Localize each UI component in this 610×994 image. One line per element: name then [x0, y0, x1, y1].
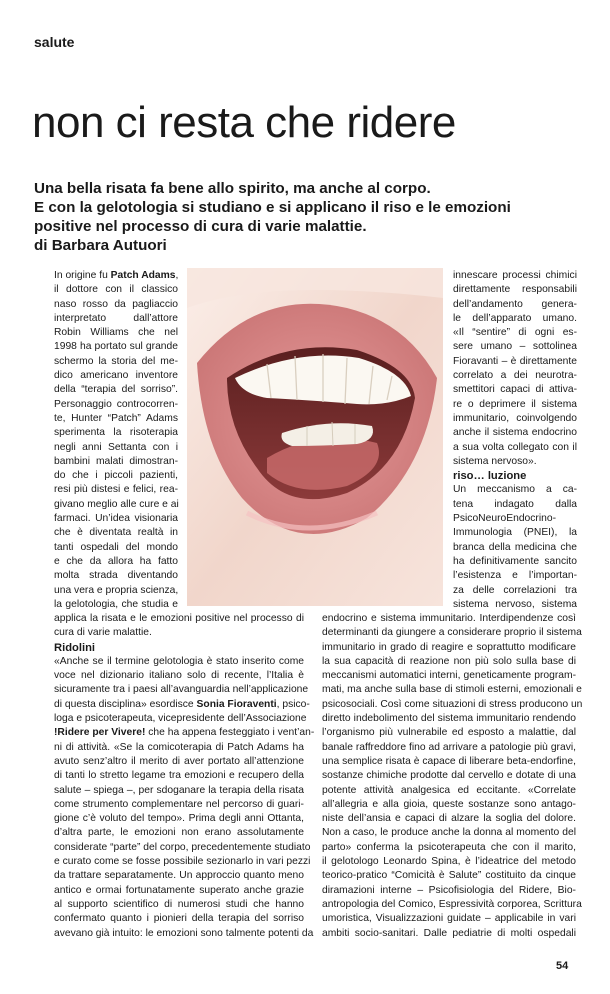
text-line: immunitario, coinvolgendo [453, 412, 577, 424]
text-line: sistema nervoso, sistema [453, 598, 577, 610]
text-line: considerate “parte” del corpo, precedentemente studiato [54, 841, 311, 853]
text-line: diramazioni interne – Psicofisiologia del Ridere, Bio- [322, 884, 576, 896]
text-line: correlato a dei neurotra- [453, 370, 577, 382]
text-line: Immunologia (PNEI), la [453, 527, 577, 539]
text-line: loga e psicoterapeuta, vicepresidente dell’Associazione [54, 713, 307, 725]
text-line: cura di varie malattie. [54, 627, 152, 639]
text-line: Robin Williams che nel [54, 327, 178, 339]
text-line: e curato come se fosse possibile sezionarlo in vari pezzi [54, 856, 311, 868]
text-line: una semplice risata è capace di liberare beta-endorfine, [322, 755, 576, 767]
text-line: parto» conferma la psicoterapeuta che con il marito, [322, 841, 576, 853]
text-line: In origine fu Patch Adams, [54, 270, 179, 281]
intro-line: E con la gelotologia si studiano e si applicano il riso e le emozioni [34, 199, 511, 216]
text-line: confermato quanto i pionieri della terapia del sorriso [54, 913, 304, 925]
text-line: teorico-pratico “Comicità è Salute” costituito da cinque [322, 870, 576, 882]
association-name: !Ridere per Vivere! [54, 727, 146, 739]
text-line: dico americano inventore [54, 370, 178, 382]
left-column-lower [54, 612, 315, 941]
text-line: salute – spiega –, per sdoganare la terapia della risata [54, 784, 304, 796]
text-line: re o deprimere il sistema [453, 398, 577, 410]
name-sonia-fioraventi: Sonia Fioraventi [196, 698, 277, 710]
text-line: dell’andamento genera- [453, 298, 577, 310]
text-line: all’allegria e alla gioia, queste sostanze sono antago- [322, 798, 576, 810]
text-line: a sua volta collegato con il [453, 441, 577, 453]
text-line: niste dell’ansia e capaci di alzare la soglia del dolore. [322, 813, 576, 825]
text-line: resi più distesi e felici, rea- [54, 484, 178, 496]
text-line: banale raffreddore fino ad arrivare a patologie più gravi, [322, 741, 576, 753]
text-line: voce nel dizionario italiano solo di recente, l’Italia è [54, 670, 304, 682]
intro-line: Una bella risata fa bene allo spirito, ma anche al corpo. [34, 180, 431, 197]
name-patch-adams: Patch Adams [110, 270, 176, 281]
text-line: d’altra parte, le emozioni non erano assolutamente [54, 827, 304, 839]
left-column [54, 269, 178, 612]
text-line: ha definitivamente sancito [453, 555, 577, 567]
text-line: 1998 ha portato sul grande [54, 341, 178, 353]
text-line: ni di attività. «Se la comicoterapia di Patch Adams ha [54, 741, 304, 753]
text-line: interpretato dall’attore [54, 312, 178, 324]
text-line: schermo la storia del me- [54, 355, 178, 367]
intro-line: positive nel processo di cura di varie malattie. [34, 218, 367, 235]
text-line: avevano già intuito: le emozioni sono talmente potenti da [54, 927, 314, 939]
text-line: Non a caso, le produce anche la donna al momento del [322, 827, 576, 839]
text-line: !Ridere per Vivere! che ha appena festeggiato i vent’an- [54, 727, 315, 739]
text-line: determinanti da giungere a considerare proprio il sistema [322, 627, 582, 639]
text-line: farmaci. Un’idea visionaria [54, 513, 178, 525]
text-line: Personaggio controcorren- [54, 398, 178, 410]
text-line: «Anche se il termine gelotologia è stato inserito come [54, 655, 304, 667]
text-line: al supporto scientifico di numerosi studi che hanno [54, 898, 304, 910]
text-line: psicosociali. Così come situazioni di stress producono un [322, 698, 583, 710]
subheading-riso-luzione: riso… luzione [453, 470, 527, 483]
text-line: l’esistenza e l’importan- [453, 570, 577, 582]
text-line: «Il “sentire” di ogni es- [453, 327, 577, 339]
text-line: antropologia del Comico, Espressività corporea, Scrittura [322, 898, 582, 910]
text-line: applica la risata e le emozioni positive nel processo di [54, 613, 304, 624]
text-line: sere umano – sottolinea [453, 341, 577, 353]
text-line: sostanze chimiche prodotte dal cervello e dotate di una [322, 770, 576, 782]
text-line: della “terapia del sorriso”. [54, 384, 178, 396]
text-line: la sua capacità di reazione non più solo sulla base di [322, 655, 576, 667]
text-line: bambini malati dimostran- [54, 455, 178, 467]
text-line: innescare processi chimici [453, 270, 577, 281]
text-line: sicuramente tra i paesi all’avanguardia nell’applicazione [54, 684, 309, 696]
text-line: diretto indebolimento del sistema immunitario rendendo [322, 713, 576, 725]
text-line: il dottore con il classico [54, 284, 178, 296]
subheading-ridolini: Ridolini [54, 641, 96, 654]
text-line: e che da allora ha fatto [54, 555, 178, 567]
page-number: 54 [556, 960, 569, 972]
text-line: sperimenta la risoterapia [54, 427, 178, 439]
text-line: la gelotologia, che studia e [54, 598, 178, 610]
text-line: meccanismi automatici interni, geneticamente program- [322, 670, 576, 682]
text-line: Fioravanti – è direttamente [453, 355, 577, 367]
text-line: tanti ospedali del mondo [54, 541, 178, 553]
right-column-lower [322, 612, 583, 941]
text-line: umoristica, Visualizzazioni guidate – applicabile in vari [322, 913, 576, 925]
text-line: za delle correlazioni tra [453, 584, 577, 596]
text-line: te, Hunter “Patch” Adams [54, 412, 178, 424]
text-line: una vera e propria scienza, [54, 584, 179, 596]
text-line: smettitori capaci di attiva- [453, 384, 577, 396]
text-line: anche il sistema endocrino [453, 427, 577, 439]
text-line: negli anni Settanta con i [54, 441, 178, 453]
text-line: antico e ormai fortunatamente superato anche grazie [54, 884, 304, 896]
text-line: da trattare separatamente. Un approccio quanto meno [54, 870, 304, 882]
right-column [453, 269, 577, 612]
author-byline: di Barbara Autuori [34, 237, 167, 254]
text-line: l’organismo più vulnerabile ed esposto a malattie, dal [322, 727, 576, 739]
text-line: sistema nervoso». [453, 455, 537, 467]
text-line: givano meglio alle cure e ai [54, 498, 179, 510]
smiling-mouth-photo [187, 268, 443, 606]
section-label: salute [34, 34, 75, 50]
text-line: gione c’è voluto del tempo». Prima degli anni Ottanta, [54, 813, 304, 825]
text-line: direttamente responsabili [453, 284, 577, 296]
text-line: immunitario in grado di reagire e soprattutto modificare [322, 641, 576, 653]
text-line: come strumento complementare nel percorso di guari- [54, 798, 304, 810]
text-line: il gelotologo Leonardo Spina, è l’ideatrice del metodo [322, 856, 576, 868]
text-line: PsicoNeuroEndocrino- [453, 513, 557, 525]
text-line: molta strada diventando [54, 570, 178, 582]
text-line: mati, ma anche sulla base di stimoli esterni, emozionali e [322, 684, 582, 696]
text-line: do che i piccoli pazienti, [54, 470, 178, 482]
text-line: endocrino e sistema immunitario. Interdipendenze così [322, 613, 576, 624]
text-line: potente attività analgesica ed eccitante. «Correlate [322, 784, 576, 796]
text-line: di tanti lo stretto legame tra emozioni e recupero della [54, 770, 304, 782]
text-line: tena indagato dalla [453, 498, 577, 510]
text-line: di questa disciplina» esordisce Sonia Fioraventi, psico- [54, 698, 310, 710]
article-title: non ci resta che ridere [32, 98, 456, 147]
text-line: avuto senz’altro il merito di aver portato all’attenzione [54, 755, 304, 767]
text-line: branca della medicina che [453, 541, 577, 553]
article-intro [34, 179, 574, 255]
text-line: Un meccanismo a ca- [453, 484, 577, 496]
text-line: che è diventata realtà in [54, 527, 178, 539]
text-line: naso rosso da pagliaccio [54, 298, 178, 310]
text-line: le dell’apparato umano. [453, 312, 577, 324]
text-line: ambiti socio-sanitari. Dalle pediatrie di molti ospedali [322, 927, 576, 939]
